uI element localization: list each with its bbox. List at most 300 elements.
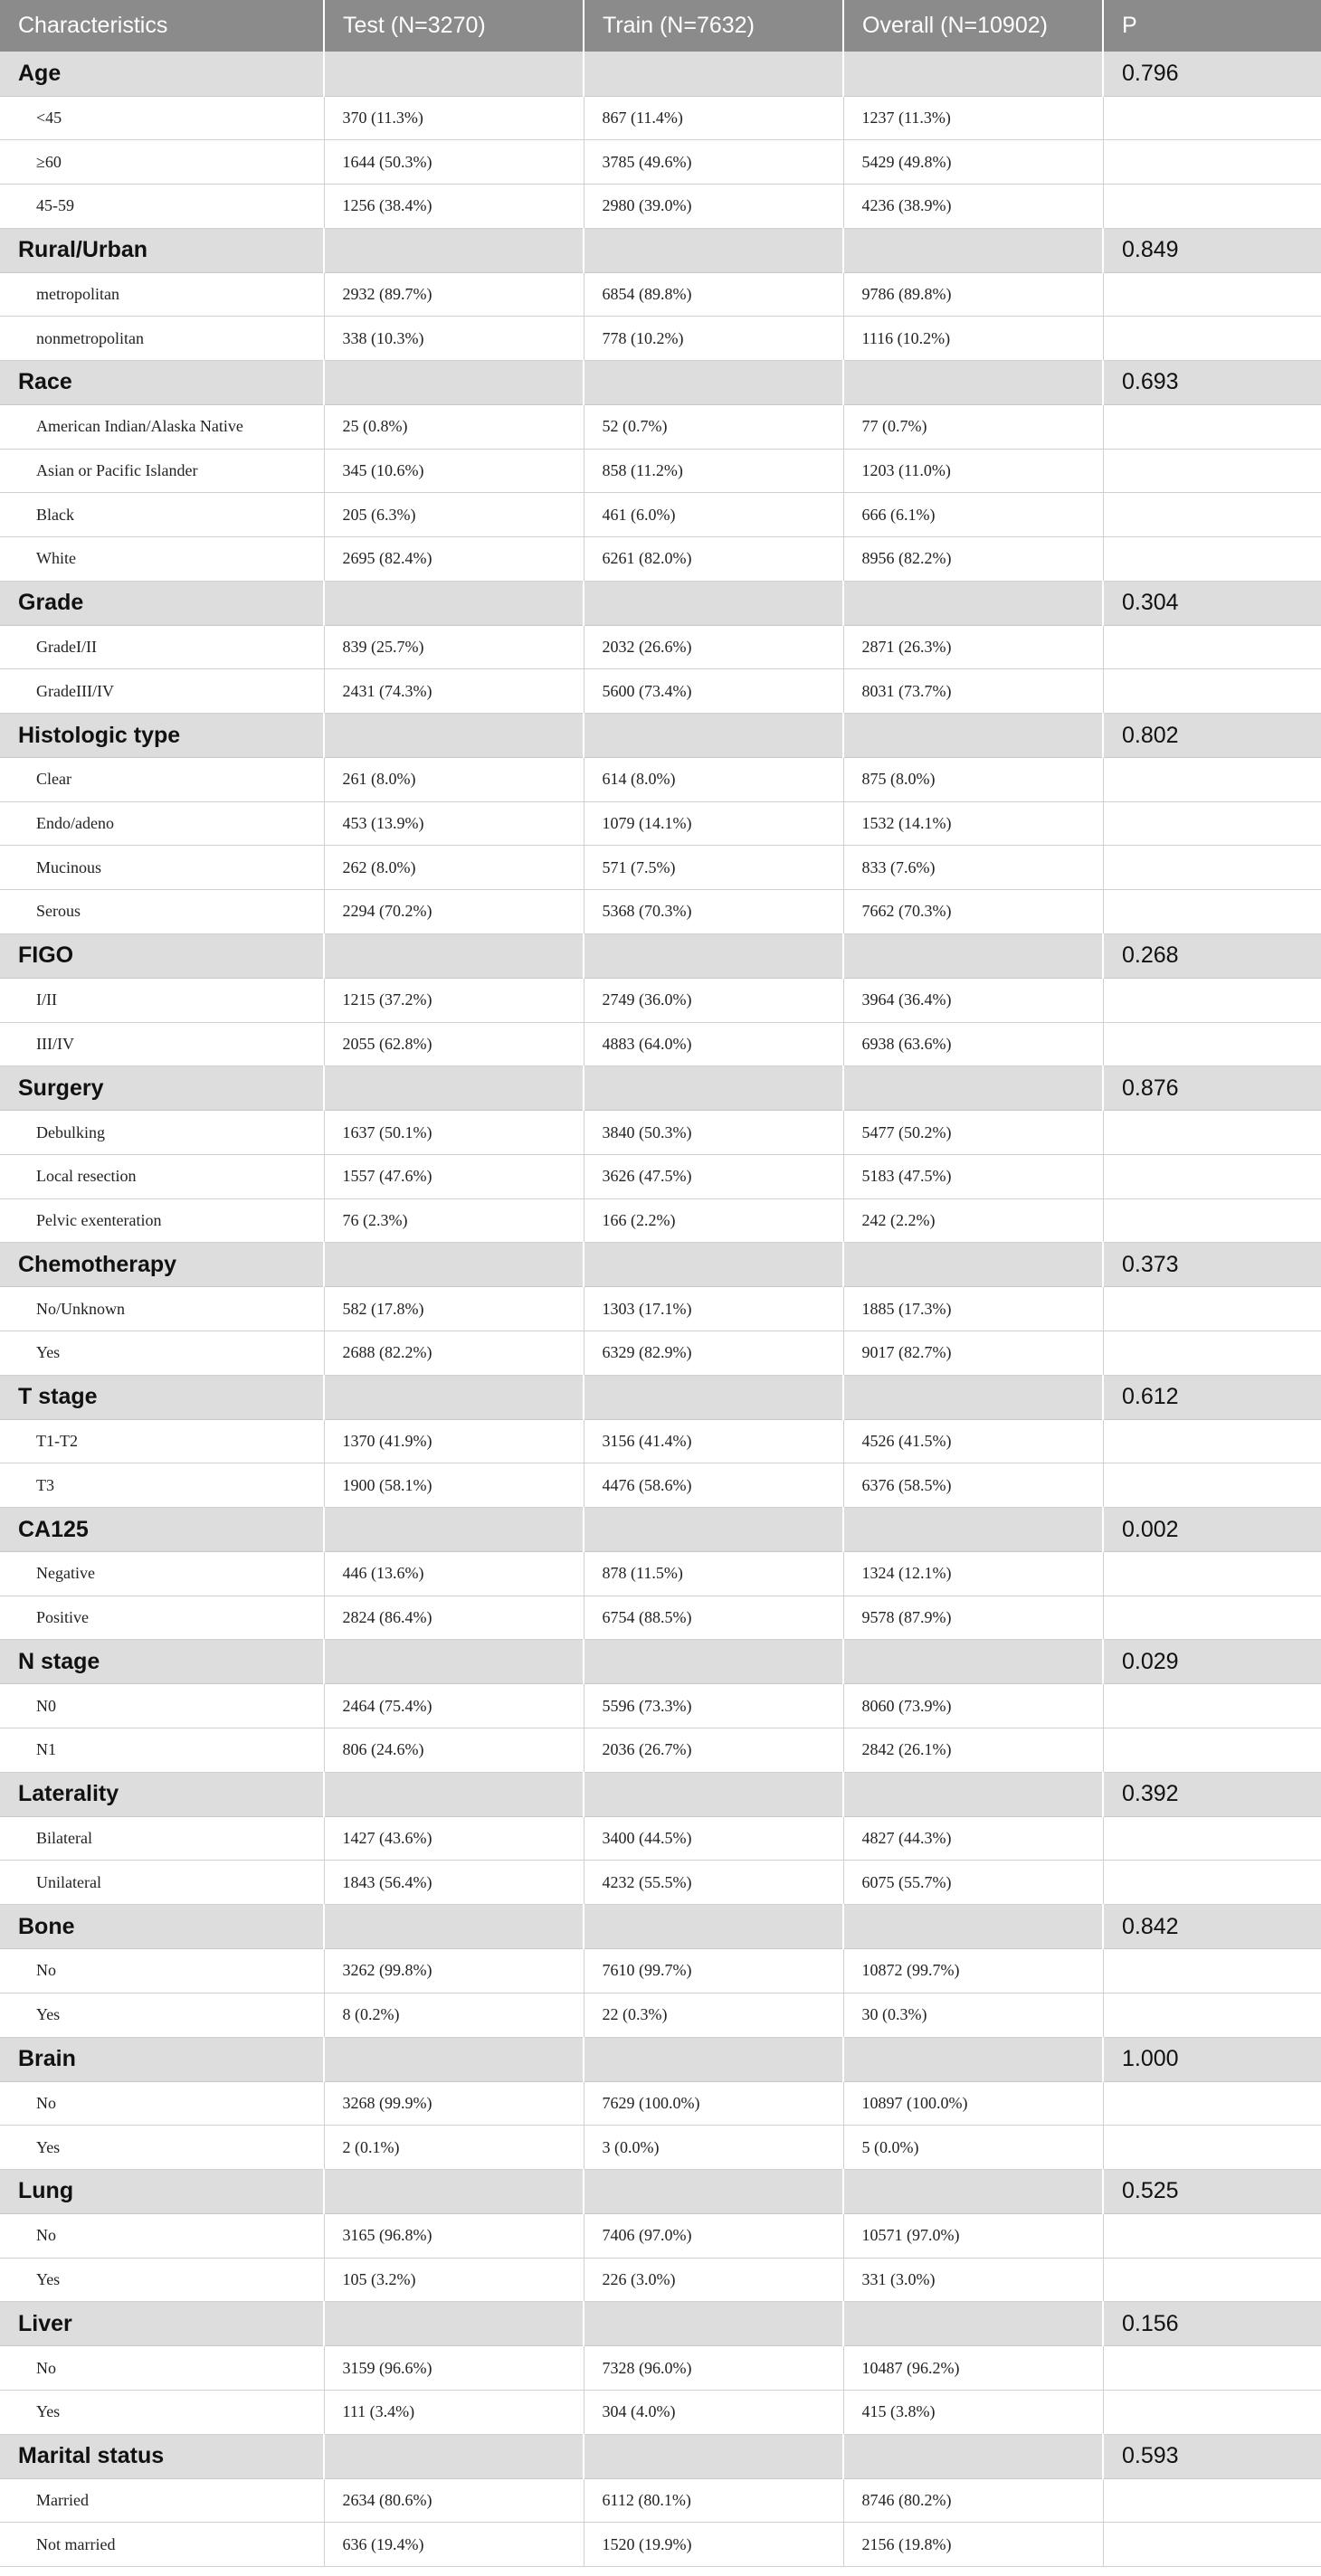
row-overall-value: 9578 (87.9%) xyxy=(843,1596,1103,1640)
table-row xyxy=(0,846,1321,890)
row-p-empty xyxy=(1103,2213,1321,2258)
row-train-value: 6261 (82.0%) xyxy=(584,537,843,582)
group-name: N stage xyxy=(0,1640,324,1684)
row-overall-value: 1324 (12.1%) xyxy=(843,1552,1103,1596)
group-row xyxy=(0,933,1321,978)
group-train-empty xyxy=(584,2434,843,2478)
row-train-value: 858 (11.2%) xyxy=(584,449,843,493)
row-train-value: 3626 (47.5%) xyxy=(584,1154,843,1198)
row-train-value: 4232 (55.5%) xyxy=(584,1861,843,1905)
row-label: III/IV xyxy=(0,1022,324,1066)
group-name: Brain xyxy=(0,2037,324,2081)
group-train-empty xyxy=(584,1640,843,1684)
group-p-value: 0.802 xyxy=(1103,714,1321,758)
row-label: No xyxy=(0,1949,324,1994)
group-overall-empty xyxy=(843,714,1103,758)
table-row xyxy=(0,493,1321,537)
row-train-value: 5596 (73.3%) xyxy=(584,1684,843,1728)
row-overall-value: 1203 (11.0%) xyxy=(843,449,1103,493)
group-name: Histologic type xyxy=(0,714,324,758)
row-p-empty xyxy=(1103,1993,1321,2037)
row-train-value: 461 (6.0%) xyxy=(584,493,843,537)
row-label: Asian or Pacific Islander xyxy=(0,449,324,493)
row-label: Not married xyxy=(0,2523,324,2567)
table-row xyxy=(0,1728,1321,1773)
row-test-value: 582 (17.8%) xyxy=(324,1287,584,1331)
row-overall-value: 875 (8.0%) xyxy=(843,758,1103,802)
table-row xyxy=(0,449,1321,493)
row-p-empty xyxy=(1103,1111,1321,1155)
row-overall-value: 9786 (89.8%) xyxy=(843,272,1103,317)
group-name: Liver xyxy=(0,2302,324,2346)
table-row xyxy=(0,978,1321,1022)
table-row xyxy=(0,140,1321,185)
group-test-empty xyxy=(324,933,584,978)
row-train-value: 6754 (88.5%) xyxy=(584,1596,843,1640)
row-overall-value: 6075 (55.7%) xyxy=(843,1861,1103,1905)
row-test-value: 25 (0.8%) xyxy=(324,404,584,449)
row-label: metropolitan xyxy=(0,272,324,317)
header-p: P xyxy=(1103,0,1321,52)
group-test-empty xyxy=(324,714,584,758)
row-p-empty xyxy=(1103,140,1321,185)
row-p-empty xyxy=(1103,846,1321,890)
row-p-empty xyxy=(1103,2126,1321,2170)
group-name: Lung xyxy=(0,2169,324,2213)
row-test-value: 3268 (99.9%) xyxy=(324,2081,584,2126)
table-row xyxy=(0,2478,1321,2523)
row-test-value: 1215 (37.2%) xyxy=(324,978,584,1022)
group-row xyxy=(0,1066,1321,1111)
group-train-empty xyxy=(584,1066,843,1111)
row-label: Negative xyxy=(0,1552,324,1596)
row-label: Clear xyxy=(0,758,324,802)
row-test-value: 839 (25.7%) xyxy=(324,625,584,669)
group-test-empty xyxy=(324,1905,584,1949)
table-row xyxy=(0,1816,1321,1861)
group-row xyxy=(0,1508,1321,1552)
row-overall-value: 3964 (36.4%) xyxy=(843,978,1103,1022)
row-train-value: 3400 (44.5%) xyxy=(584,1816,843,1861)
group-test-empty xyxy=(324,1508,584,1552)
table-row xyxy=(0,2390,1321,2434)
row-label: Unilateral xyxy=(0,1861,324,1905)
group-train-empty xyxy=(584,52,843,96)
group-p-value: 0.693 xyxy=(1103,360,1321,404)
row-test-value: 1843 (56.4%) xyxy=(324,1861,584,1905)
row-test-value: 111 (3.4%) xyxy=(324,2390,584,2434)
row-p-empty xyxy=(1103,1463,1321,1508)
group-p-value: 1.000 xyxy=(1103,2037,1321,2081)
group-p-value: 0.842 xyxy=(1103,1905,1321,1949)
group-train-empty xyxy=(584,360,843,404)
row-train-value: 1303 (17.1%) xyxy=(584,1287,843,1331)
table-row xyxy=(0,537,1321,582)
row-test-value: 345 (10.6%) xyxy=(324,449,584,493)
row-train-value: 226 (3.0%) xyxy=(584,2258,843,2302)
row-test-value: 636 (19.4%) xyxy=(324,2523,584,2567)
row-p-empty xyxy=(1103,272,1321,317)
group-overall-empty xyxy=(843,933,1103,978)
row-test-value: 446 (13.6%) xyxy=(324,1552,584,1596)
row-train-value: 6854 (89.8%) xyxy=(584,272,843,317)
group-name: Rural/Urban xyxy=(0,228,324,272)
group-test-empty xyxy=(324,1243,584,1287)
row-p-empty xyxy=(1103,96,1321,140)
group-test-empty xyxy=(324,1772,584,1816)
row-p-empty xyxy=(1103,2390,1321,2434)
row-test-value: 2695 (82.4%) xyxy=(324,537,584,582)
row-p-empty xyxy=(1103,317,1321,361)
row-label: N0 xyxy=(0,1684,324,1728)
row-label: nonmetropolitan xyxy=(0,317,324,361)
row-label: Married xyxy=(0,2478,324,2523)
table-row xyxy=(0,1287,1321,1331)
table-row xyxy=(0,2523,1321,2567)
group-name: Surgery xyxy=(0,1066,324,1111)
group-row xyxy=(0,714,1321,758)
row-p-empty xyxy=(1103,1154,1321,1198)
row-train-value: 22 (0.3%) xyxy=(584,1993,843,2037)
row-p-empty xyxy=(1103,493,1321,537)
table-row xyxy=(0,1154,1321,1198)
table-row xyxy=(0,96,1321,140)
group-overall-empty xyxy=(843,360,1103,404)
group-overall-empty xyxy=(843,1508,1103,1552)
row-p-empty xyxy=(1103,978,1321,1022)
row-label: T3 xyxy=(0,1463,324,1508)
row-label: No xyxy=(0,2081,324,2126)
row-overall-value: 2156 (19.8%) xyxy=(843,2523,1103,2567)
group-p-value: 0.525 xyxy=(1103,2169,1321,2213)
row-label: <45 xyxy=(0,96,324,140)
row-overall-value: 1532 (14.1%) xyxy=(843,801,1103,846)
row-overall-value: 331 (3.0%) xyxy=(843,2258,1103,2302)
table-row xyxy=(0,1111,1321,1155)
row-p-empty xyxy=(1103,2258,1321,2302)
row-overall-value: 77 (0.7%) xyxy=(843,404,1103,449)
group-test-empty xyxy=(324,360,584,404)
table-row xyxy=(0,1022,1321,1066)
row-test-value: 2 (0.1%) xyxy=(324,2126,584,2170)
row-label: Yes xyxy=(0,1331,324,1375)
table-row xyxy=(0,1861,1321,1905)
row-overall-value: 242 (2.2%) xyxy=(843,1198,1103,1243)
row-train-value: 2036 (26.7%) xyxy=(584,1728,843,1773)
row-label: White xyxy=(0,537,324,582)
row-label: Endo/adeno xyxy=(0,801,324,846)
group-overall-empty xyxy=(843,581,1103,625)
row-p-empty xyxy=(1103,2081,1321,2126)
group-p-value: 0.849 xyxy=(1103,228,1321,272)
table-row xyxy=(0,2346,1321,2391)
row-overall-value: 2871 (26.3%) xyxy=(843,625,1103,669)
row-overall-value: 8956 (82.2%) xyxy=(843,537,1103,582)
row-overall-value: 30 (0.3%) xyxy=(843,1993,1103,2037)
group-name: Chemotherapy xyxy=(0,1243,324,1287)
row-p-empty xyxy=(1103,404,1321,449)
row-test-value: 3262 (99.8%) xyxy=(324,1949,584,1994)
group-row xyxy=(0,1243,1321,1287)
row-label: Yes xyxy=(0,2126,324,2170)
group-train-empty xyxy=(584,1243,843,1287)
row-test-value: 1557 (47.6%) xyxy=(324,1154,584,1198)
row-overall-value: 4236 (38.9%) xyxy=(843,184,1103,228)
row-label: T1-T2 xyxy=(0,1419,324,1463)
row-label: Positive xyxy=(0,1596,324,1640)
group-p-value: 0.373 xyxy=(1103,1243,1321,1287)
row-train-value: 571 (7.5%) xyxy=(584,846,843,890)
row-train-value: 5368 (70.3%) xyxy=(584,890,843,934)
group-p-value: 0.156 xyxy=(1103,2302,1321,2346)
row-overall-value: 666 (6.1%) xyxy=(843,493,1103,537)
group-test-empty xyxy=(324,2037,584,2081)
group-train-empty xyxy=(584,581,843,625)
group-p-value: 0.612 xyxy=(1103,1375,1321,1419)
row-test-value: 205 (6.3%) xyxy=(324,493,584,537)
group-p-value: 0.796 xyxy=(1103,52,1321,96)
row-label: Yes xyxy=(0,1993,324,2037)
row-test-value: 8 (0.2%) xyxy=(324,1993,584,2037)
row-overall-value: 10487 (96.2%) xyxy=(843,2346,1103,2391)
group-row xyxy=(0,1905,1321,1949)
table-row xyxy=(0,1331,1321,1375)
row-label: N1 xyxy=(0,1728,324,1773)
row-label: Mucinous xyxy=(0,846,324,890)
row-overall-value: 7662 (70.3%) xyxy=(843,890,1103,934)
row-train-value: 778 (10.2%) xyxy=(584,317,843,361)
table-row xyxy=(0,184,1321,228)
row-train-value: 7629 (100.0%) xyxy=(584,2081,843,2126)
table-row xyxy=(0,2126,1321,2170)
group-overall-empty xyxy=(843,1905,1103,1949)
group-test-empty xyxy=(324,2302,584,2346)
group-row xyxy=(0,1772,1321,1816)
row-overall-value: 5429 (49.8%) xyxy=(843,140,1103,185)
table-row xyxy=(0,404,1321,449)
group-p-value: 0.268 xyxy=(1103,933,1321,978)
table-row xyxy=(0,1463,1321,1508)
row-test-value: 3165 (96.8%) xyxy=(324,2213,584,2258)
row-train-value: 3156 (41.4%) xyxy=(584,1419,843,1463)
row-overall-value: 8746 (80.2%) xyxy=(843,2478,1103,2523)
group-test-empty xyxy=(324,581,584,625)
group-test-empty xyxy=(324,1066,584,1111)
row-label: Yes xyxy=(0,2390,324,2434)
row-train-value: 6112 (80.1%) xyxy=(584,2478,843,2523)
row-train-value: 3840 (50.3%) xyxy=(584,1111,843,1155)
row-label: GradeI/II xyxy=(0,625,324,669)
row-p-empty xyxy=(1103,449,1321,493)
row-train-value: 1079 (14.1%) xyxy=(584,801,843,846)
table-row xyxy=(0,625,1321,669)
row-train-value: 2032 (26.6%) xyxy=(584,625,843,669)
row-p-empty xyxy=(1103,1198,1321,1243)
row-overall-value: 6376 (58.5%) xyxy=(843,1463,1103,1508)
row-overall-value: 9017 (82.7%) xyxy=(843,1331,1103,1375)
header-train: Train (N=7632) xyxy=(584,0,843,52)
table-row xyxy=(0,2081,1321,2126)
row-p-empty xyxy=(1103,2523,1321,2567)
row-overall-value: 5 (0.0%) xyxy=(843,2126,1103,2170)
table-row xyxy=(0,1993,1321,2037)
row-p-empty xyxy=(1103,625,1321,669)
row-overall-value: 10897 (100.0%) xyxy=(843,2081,1103,2126)
group-name: Bone xyxy=(0,1905,324,1949)
table-row xyxy=(0,272,1321,317)
table-row xyxy=(0,669,1321,714)
row-overall-value: 833 (7.6%) xyxy=(843,846,1103,890)
row-overall-value: 10872 (99.7%) xyxy=(843,1949,1103,1994)
row-test-value: 453 (13.9%) xyxy=(324,801,584,846)
group-row xyxy=(0,1375,1321,1419)
row-label: Serous xyxy=(0,890,324,934)
row-p-empty xyxy=(1103,1552,1321,1596)
row-test-value: 2431 (74.3%) xyxy=(324,669,584,714)
table-row xyxy=(0,1949,1321,1994)
group-test-empty xyxy=(324,2169,584,2213)
row-p-empty xyxy=(1103,1949,1321,1994)
row-train-value: 166 (2.2%) xyxy=(584,1198,843,1243)
row-test-value: 2294 (70.2%) xyxy=(324,890,584,934)
row-p-empty xyxy=(1103,2346,1321,2391)
row-label: No xyxy=(0,2213,324,2258)
row-test-value: 261 (8.0%) xyxy=(324,758,584,802)
row-p-empty xyxy=(1103,1419,1321,1463)
row-train-value: 4476 (58.6%) xyxy=(584,1463,843,1508)
group-row xyxy=(0,2037,1321,2081)
row-overall-value: 1885 (17.3%) xyxy=(843,1287,1103,1331)
row-label: Yes xyxy=(0,2258,324,2302)
group-row xyxy=(0,2302,1321,2346)
group-overall-empty xyxy=(843,2037,1103,2081)
row-overall-value: 8031 (73.7%) xyxy=(843,669,1103,714)
row-train-value: 7328 (96.0%) xyxy=(584,2346,843,2391)
row-test-value: 338 (10.3%) xyxy=(324,317,584,361)
group-overall-empty xyxy=(843,1066,1103,1111)
row-label: No xyxy=(0,2346,324,2391)
group-p-value: 0.392 xyxy=(1103,1772,1321,1816)
row-overall-value: 2842 (26.1%) xyxy=(843,1728,1103,1773)
row-train-value: 52 (0.7%) xyxy=(584,404,843,449)
group-overall-empty xyxy=(843,228,1103,272)
table-row xyxy=(0,801,1321,846)
row-p-empty xyxy=(1103,2478,1321,2523)
group-name: Laterality xyxy=(0,1772,324,1816)
group-overall-empty xyxy=(843,1772,1103,1816)
row-test-value: 1427 (43.6%) xyxy=(324,1816,584,1861)
row-train-value: 3785 (49.6%) xyxy=(584,140,843,185)
group-row xyxy=(0,360,1321,404)
row-train-value: 3 (0.0%) xyxy=(584,2126,843,2170)
group-test-empty xyxy=(324,228,584,272)
group-row xyxy=(0,52,1321,96)
row-overall-value: 5477 (50.2%) xyxy=(843,1111,1103,1155)
table-row xyxy=(0,2258,1321,2302)
group-test-empty xyxy=(324,1640,584,1684)
row-label: Debulking xyxy=(0,1111,324,1155)
row-test-value: 1644 (50.3%) xyxy=(324,140,584,185)
row-test-value: 2824 (86.4%) xyxy=(324,1596,584,1640)
row-p-empty xyxy=(1103,1022,1321,1066)
table-row xyxy=(0,317,1321,361)
row-p-empty xyxy=(1103,1287,1321,1331)
group-train-empty xyxy=(584,2302,843,2346)
row-overall-value: 5183 (47.5%) xyxy=(843,1154,1103,1198)
row-train-value: 304 (4.0%) xyxy=(584,2390,843,2434)
row-test-value: 370 (11.3%) xyxy=(324,96,584,140)
row-p-empty xyxy=(1103,1816,1321,1861)
row-test-value: 76 (2.3%) xyxy=(324,1198,584,1243)
row-test-value: 2055 (62.8%) xyxy=(324,1022,584,1066)
row-p-empty xyxy=(1103,1728,1321,1773)
group-overall-empty xyxy=(843,2434,1103,2478)
row-label: ≥60 xyxy=(0,140,324,185)
row-test-value: 105 (3.2%) xyxy=(324,2258,584,2302)
row-train-value: 614 (8.0%) xyxy=(584,758,843,802)
row-p-empty xyxy=(1103,801,1321,846)
group-overall-empty xyxy=(843,2169,1103,2213)
row-label: 45-59 xyxy=(0,184,324,228)
group-overall-empty xyxy=(843,1243,1103,1287)
row-test-value: 1370 (41.9%) xyxy=(324,1419,584,1463)
row-train-value: 1520 (19.9%) xyxy=(584,2523,843,2567)
group-train-empty xyxy=(584,714,843,758)
row-test-value: 806 (24.6%) xyxy=(324,1728,584,1773)
row-overall-value: 6938 (63.6%) xyxy=(843,1022,1103,1066)
table-header-row xyxy=(0,0,1321,52)
group-overall-empty xyxy=(843,2302,1103,2346)
group-train-empty xyxy=(584,2169,843,2213)
group-name: T stage xyxy=(0,1375,324,1419)
row-label: Pelvic exenteration xyxy=(0,1198,324,1243)
row-test-value: 3159 (96.6%) xyxy=(324,2346,584,2391)
group-train-empty xyxy=(584,933,843,978)
row-test-value: 2464 (75.4%) xyxy=(324,1684,584,1728)
group-overall-empty xyxy=(843,1640,1103,1684)
group-name: Race xyxy=(0,360,324,404)
group-overall-empty xyxy=(843,52,1103,96)
row-test-value: 1256 (38.4%) xyxy=(324,184,584,228)
row-test-value: 1637 (50.1%) xyxy=(324,1111,584,1155)
row-test-value: 1900 (58.1%) xyxy=(324,1463,584,1508)
group-row xyxy=(0,1640,1321,1684)
group-name: Grade xyxy=(0,581,324,625)
table-row xyxy=(0,1552,1321,1596)
row-p-empty xyxy=(1103,669,1321,714)
row-train-value: 867 (11.4%) xyxy=(584,96,843,140)
row-overall-value: 415 (3.8%) xyxy=(843,2390,1103,2434)
table-row xyxy=(0,890,1321,934)
row-label: No/Unknown xyxy=(0,1287,324,1331)
group-p-value: 0.593 xyxy=(1103,2434,1321,2478)
row-overall-value: 8060 (73.9%) xyxy=(843,1684,1103,1728)
group-row xyxy=(0,581,1321,625)
table-row xyxy=(0,1684,1321,1728)
table-row xyxy=(0,1596,1321,1640)
row-train-value: 6329 (82.9%) xyxy=(584,1331,843,1375)
group-row xyxy=(0,2434,1321,2478)
table-row xyxy=(0,1198,1321,1243)
row-test-value: 262 (8.0%) xyxy=(324,846,584,890)
group-test-empty xyxy=(324,2434,584,2478)
table-row xyxy=(0,1419,1321,1463)
row-label: American Indian/Alaska Native xyxy=(0,404,324,449)
row-train-value: 878 (11.5%) xyxy=(584,1552,843,1596)
row-train-value: 7406 (97.0%) xyxy=(584,2213,843,2258)
group-p-value: 0.029 xyxy=(1103,1640,1321,1684)
row-p-empty xyxy=(1103,890,1321,934)
